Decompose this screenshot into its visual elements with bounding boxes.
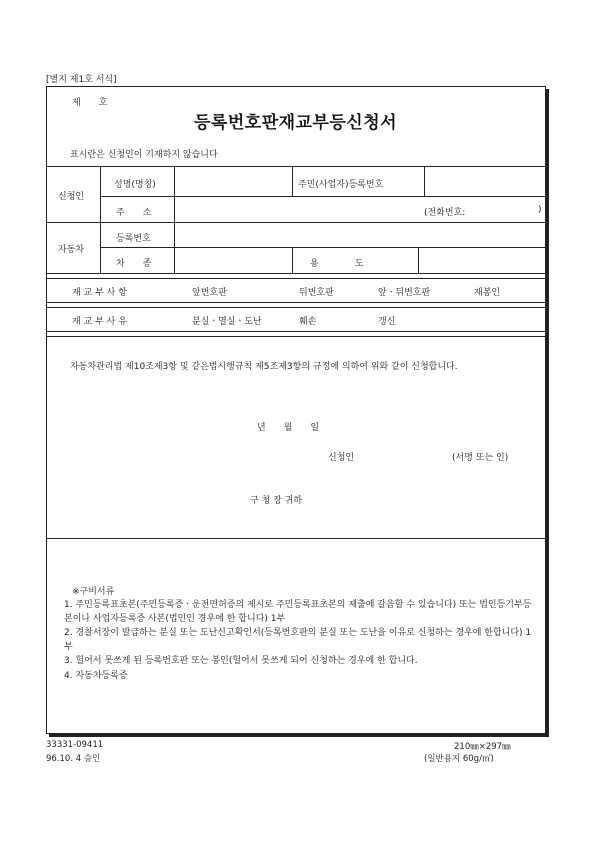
reissue-items-label: 재 교 부 사 항 — [72, 288, 127, 298]
addressee: 구 청 장 귀하 — [250, 496, 303, 506]
name-label: 성명(명칭) — [114, 180, 156, 190]
table-line — [46, 331, 546, 332]
phone-label: (전화번호: — [424, 208, 466, 218]
paper-size: 210㎜×297㎜ — [454, 742, 511, 752]
reissue-option-reseal[interactable]: 재봉인 — [474, 288, 501, 298]
vehicle-model-label: 차 종 — [116, 259, 152, 269]
document-item: 4. 자동차등록증 — [64, 671, 128, 681]
registration-number-label: 등록번호 — [116, 234, 151, 244]
reason-option-lost[interactable]: 분실ㆍ멸실ㆍ도난 — [192, 317, 262, 327]
form-code: 33331-09411 — [46, 740, 104, 750]
table-line — [46, 222, 546, 223]
table-line — [418, 247, 419, 273]
table-line — [174, 166, 175, 273]
reissue-reason-label: 재 교 부 사 유 — [72, 317, 127, 327]
phone-close: ) — [538, 205, 542, 215]
reissue-option-rear[interactable]: 뒤번호판 — [299, 288, 334, 298]
date-line: 년 월 일 — [257, 423, 320, 433]
reissue-option-both[interactable]: 앞ㆍ뒤번호판 — [378, 288, 431, 298]
reason-option-damaged[interactable]: 훼손 — [299, 317, 317, 327]
vehicle-use-label: 용 도 — [310, 259, 364, 269]
approval-date: 96.10. 4 승인 — [46, 754, 101, 764]
table-line — [46, 302, 546, 303]
table-line — [100, 196, 546, 197]
table-line — [292, 247, 293, 273]
table-line — [100, 247, 546, 248]
table-line — [100, 166, 101, 273]
receipt-number-label: 제 호 — [72, 98, 108, 108]
frame-shadow-bottom — [49, 734, 549, 737]
table-line — [46, 336, 546, 337]
document-item: 3. 헐어서 못쓰게 된 등록번호판 또는 봉인(헐어서 못쓰게 되어 신청하는 경우에 한 합니다. — [64, 656, 418, 666]
application-statement: 자동차관리법 제10조제3항 및 같은법시행규칙 제5조제3항의 규정에 의하여 위와 같이 신청합니다. — [70, 362, 458, 372]
paper-type: (일반용지 60g/㎡) — [424, 754, 494, 764]
address-label: 주 소 — [116, 208, 152, 218]
table-line — [46, 538, 546, 539]
reissue-option-front[interactable]: 앞번호판 — [192, 288, 227, 298]
table-line — [292, 166, 293, 196]
signer-label: 신청인 — [328, 453, 355, 463]
id-number-label: 주민(사업자)등록번호 — [298, 180, 384, 190]
table-line — [46, 273, 546, 274]
applicant-section-label: 신청인 — [58, 192, 85, 202]
document-item: 1. 주민등록표초본(주민등록증ㆍ운전면허증의 제시로 주민등록표초본의 제출에 갈음할 수 있습니다) 또는 법인등기부등본이나 사업자등록증 사본(법인인 경우에 한 합니다) 1부 — [64, 600, 532, 624]
frame-shadow-right — [546, 89, 549, 737]
page-title: 등록번호판재교부등신청서 — [194, 113, 398, 133]
table-line — [46, 307, 546, 308]
form-number-label: [별지 제1호 서식] — [46, 75, 117, 85]
document-item: 2. 경찰서장이 발급하는 분실 또는 도난신고확인서(등록번호판의 분실 또는 도난을 이유로 신청하는 경우에 한합니다) 1부 — [64, 628, 532, 652]
instruction-text: 표시란은 신청인이 기재하지 않습니다 — [70, 150, 218, 160]
documents-heading: ※구비서류 — [72, 587, 115, 597]
table-line — [46, 278, 546, 279]
signature-label: (서명 또는 인) — [452, 453, 509, 463]
reason-option-renewal[interactable]: 갱신 — [378, 317, 396, 327]
table-line — [46, 166, 546, 167]
table-line — [424, 166, 425, 196]
vehicle-section-label: 자동차 — [58, 245, 85, 255]
